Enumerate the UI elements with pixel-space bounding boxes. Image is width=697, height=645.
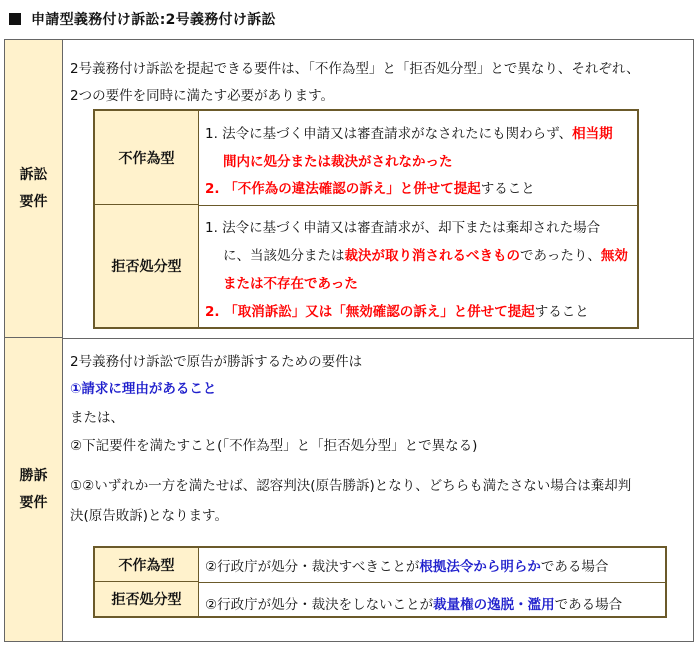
win-line-1: 2号義務付け訴訟で原告が勝訴するための要件は: [70, 354, 363, 370]
type-divider: [199, 582, 665, 583]
label-line: 要件: [19, 193, 48, 210]
fusakui-req-1: [205, 122, 613, 142]
type-label-kyohi: 拒否処分型: [95, 582, 199, 616]
win-line-2: ①請求に理由があること: [70, 381, 217, 397]
type-divider: [199, 205, 637, 206]
text: であったり、: [520, 248, 601, 264]
win-line-5: ①②いずれか一方を満たせば、認容判決(原告勝訴)となり、どちらも満たさない場合は棄却判: [70, 478, 632, 494]
label-line: 要件: [19, 494, 48, 511]
win-line-3: または、: [70, 410, 124, 426]
emphasis: 根拠法令から明らか: [419, 559, 541, 575]
heading-text: 申請型義務付け訴訟:2号義務付け訴訟: [31, 12, 276, 28]
text: すること: [480, 181, 535, 197]
type-label-fusakui: 不作為型: [95, 111, 199, 205]
page-heading: [9, 9, 276, 29]
win-line-4: ②下記要件を満たすこと(「不作為型」と「拒否処分型」とで異なる): [70, 438, 478, 454]
emphasis: 2. 「不作為の違法確認の訴え」と併せて提起: [205, 181, 481, 197]
emphasis: 裁決が取り消されるべきもの: [344, 248, 520, 264]
text: ②行政庁が処分・裁決すべきことが: [205, 559, 420, 575]
text: ②行政庁が処分・裁決をしないことが: [205, 597, 434, 613]
win-line-6: 決(原告敗訴)となります。: [70, 508, 228, 524]
square-bullet-icon: [9, 13, 21, 25]
fusakui-req-1-cont: 間内に処分または裁決がされなかった: [223, 154, 453, 170]
text: である場合: [540, 559, 609, 575]
win-kyohi-condition: [205, 593, 622, 613]
row-label-litigation-requirements: [5, 40, 63, 338]
text: に、当該処分または: [223, 248, 345, 264]
win-fusakui-condition: [205, 555, 608, 575]
intro-line-2: 2つの要件を同時に満たす必要があります。: [70, 88, 335, 104]
emphasis: 相当期: [572, 126, 613, 142]
type-label-kyohi: 拒否処分型: [95, 205, 199, 327]
intro-line-1: 2号義務付け訴訟を提起できる要件は、「不作為型」と「拒否処分型」とで異なり、それぞれ、: [70, 61, 640, 77]
type-label-fusakui: 不作為型: [95, 548, 199, 582]
emphasis: 2. 「取消訴訟」又は「無効確認の訴え」と併せて提起: [205, 304, 535, 320]
label-line: 訴訟: [19, 166, 48, 183]
label-line: 勝訴: [19, 467, 48, 484]
row-divider: [63, 338, 693, 339]
text: である場合: [554, 597, 623, 613]
kyohi-req-2: [205, 300, 589, 320]
row-label-winning-requirements: [5, 338, 63, 641]
text: すること: [534, 304, 589, 320]
fusakui-req-2: [205, 177, 535, 197]
text: 1. 法令に基づく申請又は審査請求がなされたにも関わらず、: [205, 126, 573, 142]
emphasis: 裁量権の逸脱・濫用: [433, 597, 555, 613]
kyohi-req-1-cont: [223, 244, 628, 264]
kyohi-req-1-cont2: または不存在であった: [223, 276, 358, 292]
kyohi-req-1: 1. 法令に基づく申請又は審査請求が、却下または棄却された場合: [205, 220, 601, 236]
emphasis: 無効: [600, 248, 628, 264]
